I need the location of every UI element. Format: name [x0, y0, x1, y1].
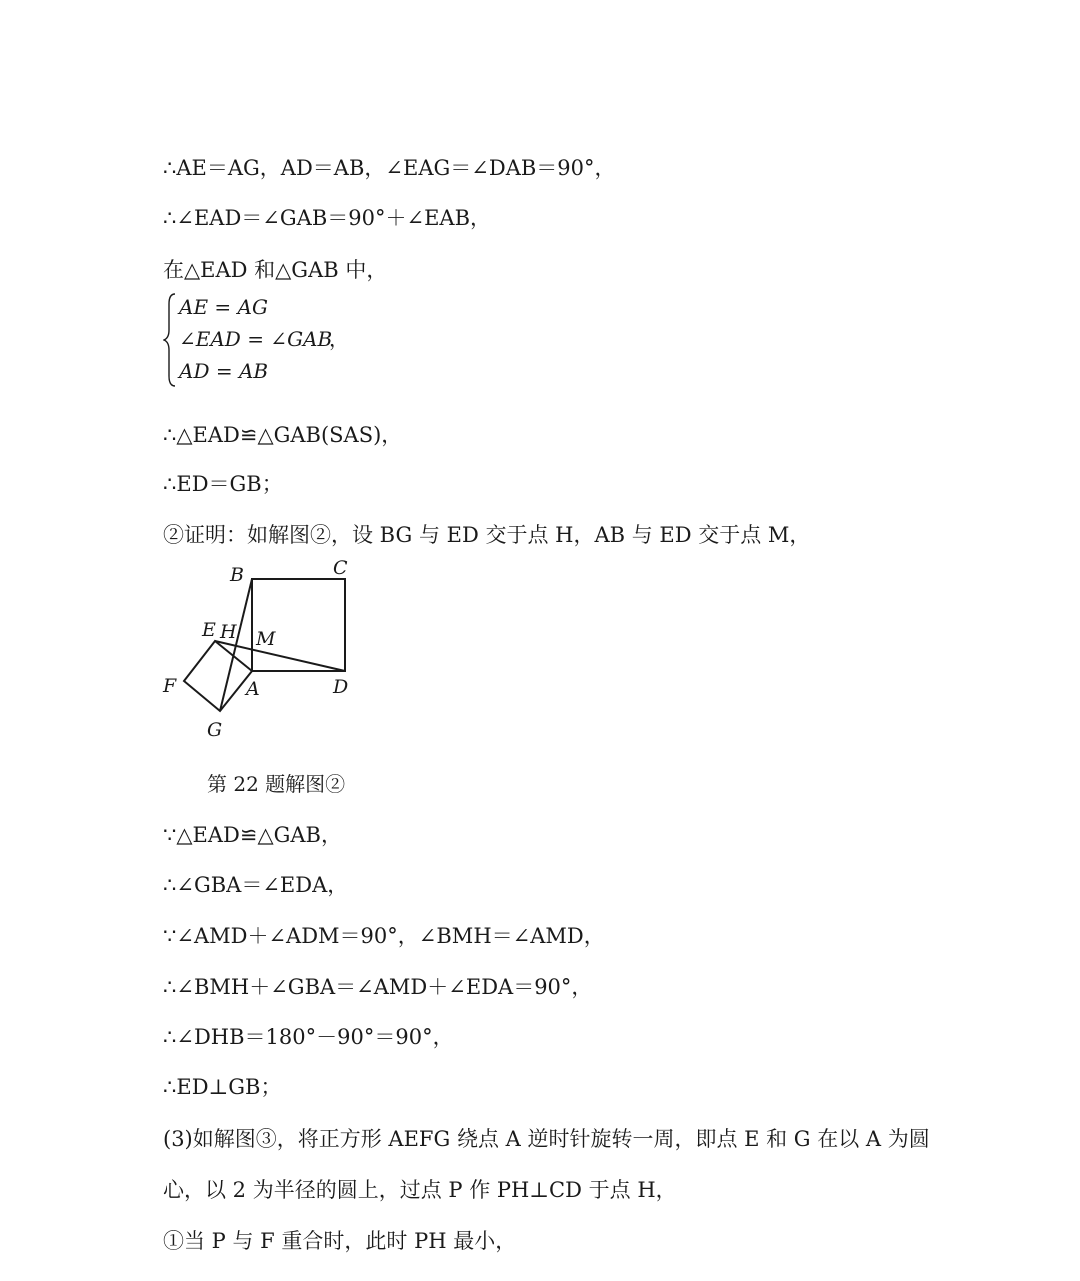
proof-line-3: 在△EAD 和△GAB 中， — [163, 258, 388, 282]
square-aefg — [184, 641, 252, 711]
square-abcd — [252, 579, 345, 671]
label-g: G — [207, 719, 223, 741]
proof-line-6: ②证明：如解图②，设 BG 与 ED 交于点 H，AB 与 ED 交于点 M， — [163, 523, 811, 547]
figure-caption: 第 22 题解图② — [207, 772, 346, 796]
proof-line-10: ∴∠BMH＋∠GBA＝∠AMD＋∠EDA＝90°， — [163, 975, 593, 999]
geometry-figure — [150, 552, 380, 752]
proof-line-2: ∴∠EAD＝∠GAB＝90°＋∠EAB， — [163, 206, 492, 230]
label-m: M — [256, 628, 276, 650]
proof-line-15: ①当 P 与 F 重合时，此时 PH 最小， — [163, 1229, 517, 1253]
system-row-1: AE = AG — [179, 295, 268, 319]
system-row-2: ∠EAD = ∠GAB — [179, 327, 333, 351]
proof-line-8: ∴∠GBA＝∠EDA， — [163, 873, 349, 897]
proof-line-4: ∴△EAD≌△GAB(SAS)， — [163, 423, 403, 447]
geometry-diagram — [150, 552, 380, 752]
proof-line-9: ∵∠AMD＋∠ADM＝90°，∠BMH＝∠AMD， — [163, 924, 605, 948]
label-e: E — [202, 619, 216, 641]
label-h: H — [220, 621, 237, 643]
left-brace-icon — [163, 290, 177, 390]
label-f: F — [163, 675, 177, 697]
label-a: A — [246, 678, 260, 700]
label-d: D — [333, 676, 349, 698]
label-b: B — [230, 564, 244, 586]
proof-line-11: ∴∠DHB＝180°－90°＝90°， — [163, 1025, 454, 1049]
proof-line-1: ∴AE＝AG，AD＝AB，∠EAG＝∠DAB＝90°， — [163, 156, 616, 180]
label-c: C — [333, 557, 348, 579]
equation-system — [163, 290, 423, 390]
proof-line-12: ∴ED⊥GB； — [163, 1075, 282, 1099]
proof-line-13: (3)如解图③，将正方形 AEFG 绕点 A 逆时针旋转一周，即点 E 和 G 在以 A 为圆 — [163, 1127, 930, 1151]
system-row-3: AD = AB — [179, 359, 269, 383]
proof-line-14: 心，以 2 为半径的圆上，过点 P 作 PH⊥CD 于点 H， — [163, 1178, 677, 1202]
proof-line-7: ∵△EAD≌△GAB， — [163, 823, 342, 847]
proof-line-5: ∴ED＝GB； — [163, 472, 283, 496]
system-comma: ， — [329, 327, 349, 351]
